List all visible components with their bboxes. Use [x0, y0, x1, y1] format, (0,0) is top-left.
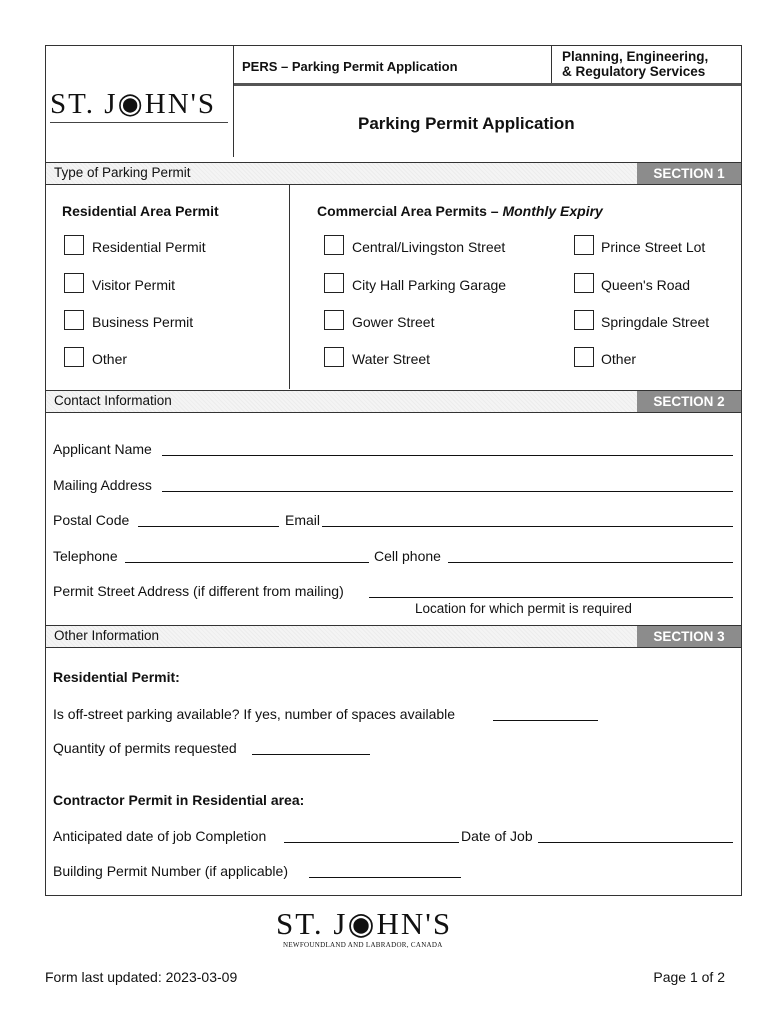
date-of-job-field[interactable] [538, 842, 733, 843]
central-livingston-checkbox[interactable] [324, 235, 344, 255]
department-name: Planning, Engineering, & Regulatory Services [562, 49, 709, 79]
date-of-job-label: Date of Job [461, 828, 533, 844]
city-hall-garage-label: City Hall Parking Garage [352, 277, 507, 293]
email-label: Email [285, 512, 321, 528]
postal-code-field[interactable] [138, 526, 279, 527]
springdale-street-checkbox[interactable] [574, 310, 594, 330]
contractor-permit-heading: Contractor Permit in Residential area: [53, 792, 305, 808]
offstreet-parking-label: Is off-street parking available? If yes, number of spaces available [53, 706, 456, 722]
telephone-label: Telephone [53, 548, 118, 564]
residential-area-heading: Residential Area Permit [62, 203, 219, 219]
mailing-address-label: Mailing Address [53, 477, 152, 493]
section-2-bar [46, 390, 741, 413]
springdale-street-label: Springdale Street [601, 314, 710, 330]
central-livingston-label: Central/Livingston Street [352, 239, 506, 255]
page-number: Page 1 of 2 [653, 969, 725, 985]
prince-street-lot-checkbox[interactable] [574, 235, 594, 255]
telephone-field[interactable] [125, 562, 369, 563]
location-note: Location for which permit is required [415, 601, 632, 616]
residential-permit-label: Residential Permit [92, 239, 206, 255]
section-3-tag: SECTION 3 [637, 626, 741, 647]
form-code: PERS – Parking Permit Application [242, 59, 458, 74]
mailing-address-field[interactable] [162, 491, 733, 492]
permit-street-label: Permit Street Address (if different from mailing) [53, 583, 344, 599]
commercial-area-heading: Commercial Area Permits – Monthly Expiry [317, 203, 603, 219]
section-1-bar [46, 162, 741, 185]
residential-permit-heading: Residential Permit: [53, 669, 180, 685]
queens-road-checkbox[interactable] [574, 273, 594, 293]
spaces-available-field[interactable] [493, 720, 598, 721]
gower-street-label: Gower Street [352, 314, 435, 330]
commercial-other-checkbox[interactable] [574, 347, 594, 367]
section-3-bar [46, 625, 741, 648]
anticipated-date-field[interactable] [284, 842, 459, 843]
visitor-permit-checkbox[interactable] [64, 273, 84, 293]
visitor-permit-label: Visitor Permit [92, 277, 175, 293]
gower-street-checkbox[interactable] [324, 310, 344, 330]
building-permit-field[interactable] [309, 877, 461, 878]
commercial-other-label: Other [601, 351, 637, 367]
section-1-label: Type of Parking Permit [54, 165, 191, 180]
building-permit-label: Building Permit Number (if applicable) [53, 863, 288, 879]
business-permit-checkbox[interactable] [64, 310, 84, 330]
prince-street-lot-label: Prince Street Lot [601, 239, 706, 255]
email-field[interactable] [322, 526, 733, 527]
quantity-requested-field[interactable] [252, 754, 370, 755]
cell-phone-field[interactable] [448, 562, 733, 563]
last-updated: Form last updated: 2023-03-09 [45, 969, 238, 985]
section-2-label: Contact Information [54, 393, 172, 408]
parking-permit-form [45, 45, 742, 896]
city-hall-garage-checkbox[interactable] [324, 273, 344, 293]
water-street-checkbox[interactable] [324, 347, 344, 367]
permit-street-field[interactable] [369, 597, 733, 598]
queens-road-label: Queen's Road [601, 277, 691, 293]
cell-phone-label: Cell phone [374, 548, 441, 564]
city-logo: ST. J◉HN'S [50, 88, 217, 120]
section-3-label: Other Information [54, 628, 160, 643]
business-permit-label: Business Permit [92, 314, 194, 330]
residential-other-label: Other [92, 351, 128, 367]
applicant-name-field[interactable] [162, 455, 733, 456]
quantity-requested-label: Quantity of permits requested [53, 740, 237, 756]
postal-code-label: Postal Code [53, 512, 130, 528]
footer-logo: ST. J◉HN'S [276, 906, 453, 941]
water-street-label: Water Street [352, 351, 431, 367]
header-logo-cell [46, 46, 234, 157]
section-1-tag: SECTION 1 [637, 163, 741, 184]
applicant-name-label: Applicant Name [53, 441, 152, 457]
page-title: Parking Permit Application [358, 114, 575, 133]
residential-permit-checkbox[interactable] [64, 235, 84, 255]
footer-logo-subtitle: NEWFOUNDLAND AND LABRADOR, CANADA [283, 941, 443, 949]
residential-other-checkbox[interactable] [64, 347, 84, 367]
anticipated-date-label: Anticipated date of job Completion [53, 828, 267, 844]
section-2-tag: SECTION 2 [637, 391, 741, 412]
